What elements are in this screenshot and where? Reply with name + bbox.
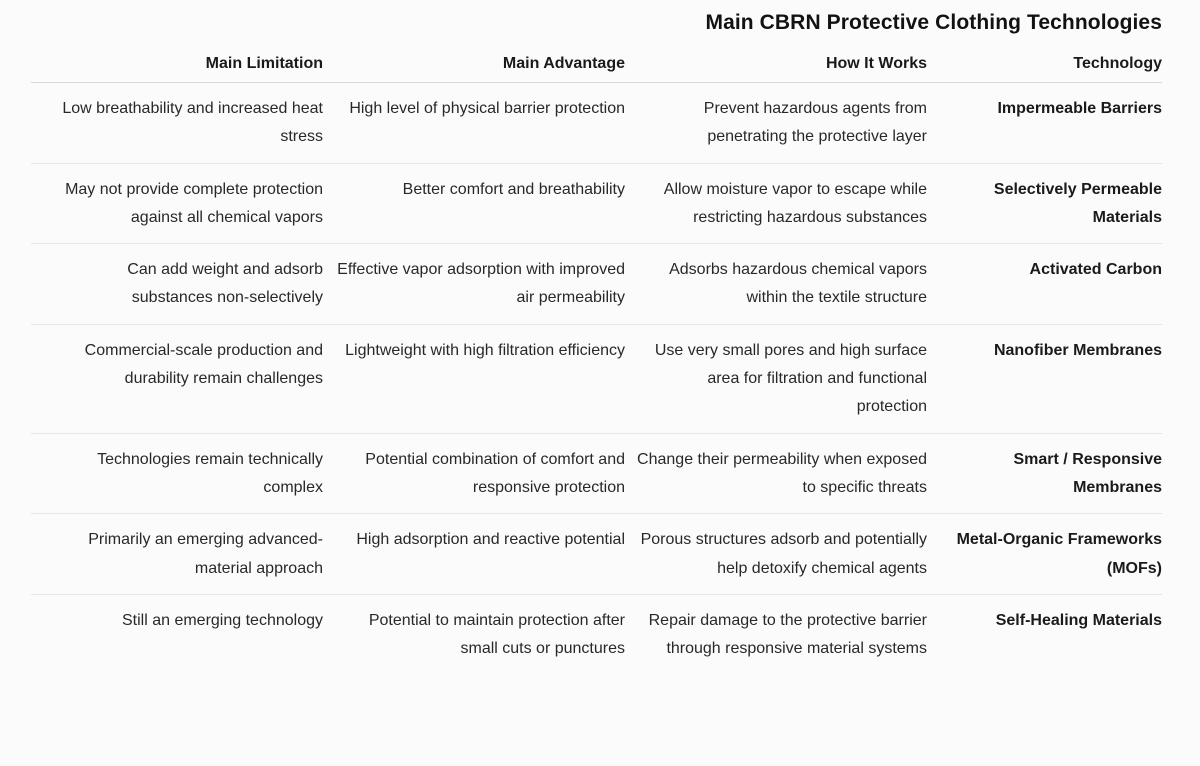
table-row xyxy=(31,433,1162,514)
cell-main-advantage: Potential to maintain protection after small cuts or punctures xyxy=(368,611,625,658)
cell-main-limitation: Primarily an emerging advanced-material approach xyxy=(31,514,323,595)
cell-technology: Impermeable Barriers xyxy=(927,83,1162,164)
cell-how-it-works: Repair damage to the protective barrier through responsive material systems xyxy=(648,611,927,658)
cell-main-advantage: Lightweight with high filtration efficiency xyxy=(323,324,625,433)
cell-main-limitation: Commercial-scale production and durability remain challenges xyxy=(31,324,323,433)
cell-main-advantage: Better comfort and breathability xyxy=(323,163,625,244)
table-header xyxy=(31,47,1162,83)
cell-main-limitation: May not provide complete protection against all chemical vapors xyxy=(31,163,323,244)
cell-main-advantage: Potential combination of comfort and responsive protection xyxy=(323,433,625,514)
cell-how-it-works: Adsorbs hazardous chemical vapors within the textile structure xyxy=(625,244,927,325)
cell-technology: Selectively Permeable Materials xyxy=(927,163,1162,244)
column-header-main-advantage: Main Advantage xyxy=(323,47,625,83)
header-row xyxy=(31,47,1162,83)
table-row xyxy=(31,514,1162,595)
table-row xyxy=(31,244,1162,325)
cell-technology: Smart / Responsive Membranes xyxy=(927,433,1162,514)
cell-main-advantage: High level of physical barrier protection xyxy=(323,83,625,164)
table-row xyxy=(31,83,1162,164)
cell-how-it-works: Change their permeability when exposed to specific threats xyxy=(625,433,927,514)
cell-how-it-works: Allow moisture vapor to escape while restricting hazardous substances xyxy=(625,163,927,244)
column-header-technology: Technology xyxy=(927,47,1162,83)
table-row xyxy=(31,594,1162,674)
cell-main-limitation: Technologies remain technically complex xyxy=(31,433,323,514)
cell-main-limitation: Low breathability and increased heat stress xyxy=(31,83,323,164)
cell-main-limitation: Can add weight and adsorb substances non-selectively xyxy=(31,244,323,325)
cell-how-it-works: Use very small pores and high surface area for filtration and functional protection xyxy=(625,324,927,433)
cell-technology: Self-Healing Materials xyxy=(995,611,1162,629)
technologies-table xyxy=(31,47,1162,674)
cell-how-it-works: Prevent hazardous agents from penetrating the protective layer xyxy=(625,83,927,164)
cell-how-it-works: Porous structures adsorb and potentially help detoxify chemical agents xyxy=(625,514,927,595)
table-row xyxy=(31,163,1162,244)
cell-technology: Nanofiber Membranes xyxy=(927,324,1162,433)
page-title: Main CBRN Protective Clothing Technologies xyxy=(705,11,1162,34)
cell-technology: Activated Carbon xyxy=(927,244,1162,325)
cell-main-advantage: Effective vapor adsorption with improved air permeability xyxy=(323,244,625,325)
cell-technology: Metal-Organic Frameworks (MOFs) xyxy=(927,514,1162,595)
cell-main-limitation: Still an emerging technology xyxy=(121,611,323,629)
column-header-how-it-works: How It Works xyxy=(625,47,927,83)
table-row xyxy=(31,324,1162,433)
table-body xyxy=(31,83,1162,675)
column-header-main-limitation: Main Limitation xyxy=(31,47,323,83)
cell-main-advantage: High adsorption and reactive potential xyxy=(323,514,625,595)
